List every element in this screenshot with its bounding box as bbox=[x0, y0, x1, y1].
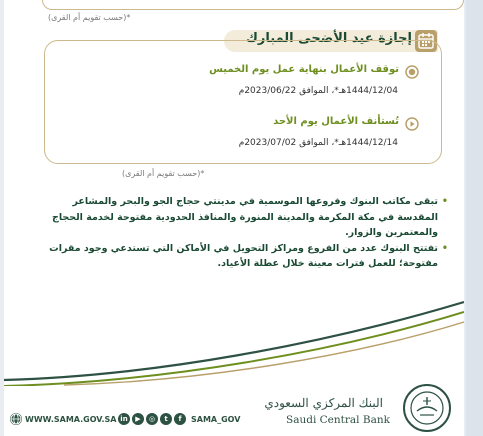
body-bullets bbox=[40, 194, 448, 272]
item-stop-title: توقف الأعمال بنهاية عمل يوم الخميس bbox=[209, 64, 399, 75]
bank-name-arabic: البنك المركزي السعودي bbox=[264, 396, 383, 410]
linkedin-icon[interactable]: in bbox=[118, 413, 130, 425]
social-handle[interactable]: SAMA_GOV bbox=[191, 415, 241, 424]
item-stop-date: 1444/12/04هـ*، الموافق 2023/06/22م bbox=[238, 86, 398, 96]
body-bullet-branches: • تبقى مكاتب البنوك وفروعها الموسمية في مدينتي حجاج الجو والبحر والمشاعر المقدسة في مكة المكرمة والمدينة المنورة والمنافذ الحدودية مفتوحة لخدمة الحجاج والمعتمرين والزوار. bbox=[40, 194, 448, 241]
stop-icon bbox=[405, 64, 419, 78]
item-resume-date: 1444/12/14هـ*، الموافق 2023/07/02م bbox=[238, 138, 398, 148]
play-icon bbox=[405, 116, 419, 130]
facebook-icon[interactable]: f bbox=[174, 413, 186, 425]
website-link[interactable]: WWW.SAMA.GOV.SA bbox=[25, 415, 117, 424]
item-resume-title: تُستأنف الأعمال يوم الأحد bbox=[273, 116, 399, 127]
globe-icon bbox=[10, 413, 22, 425]
section-title: إجازة عيد الأضحى المبارك bbox=[246, 31, 412, 46]
announcement-page bbox=[4, 0, 464, 436]
calendar-note-top: *(حسب تقويم أم القرى) bbox=[48, 13, 131, 22]
decorative-wave bbox=[4, 296, 464, 386]
youtube-icon[interactable]: ▶ bbox=[132, 413, 144, 425]
previous-section-card bbox=[42, 0, 464, 10]
bank-name-english: Saudi Central Bank bbox=[286, 414, 390, 426]
sama-emblem-logo bbox=[402, 383, 452, 433]
twitter-icon[interactable]: t bbox=[160, 413, 172, 425]
window-side-strip bbox=[466, 0, 483, 436]
calendar-note-bottom: *(حسب تقويم أم القرى) bbox=[122, 169, 205, 178]
instagram-icon[interactable]: ◎ bbox=[146, 413, 158, 425]
body-bullet-transfer-centers: • تفتتح البنوك عدد من الفروع ومراكز التحويل في الأماكن التي تستدعي وجود مقرات مفتوحة؛ للعمل فترات معينة خلال عطلة الأعياد. bbox=[40, 241, 448, 272]
